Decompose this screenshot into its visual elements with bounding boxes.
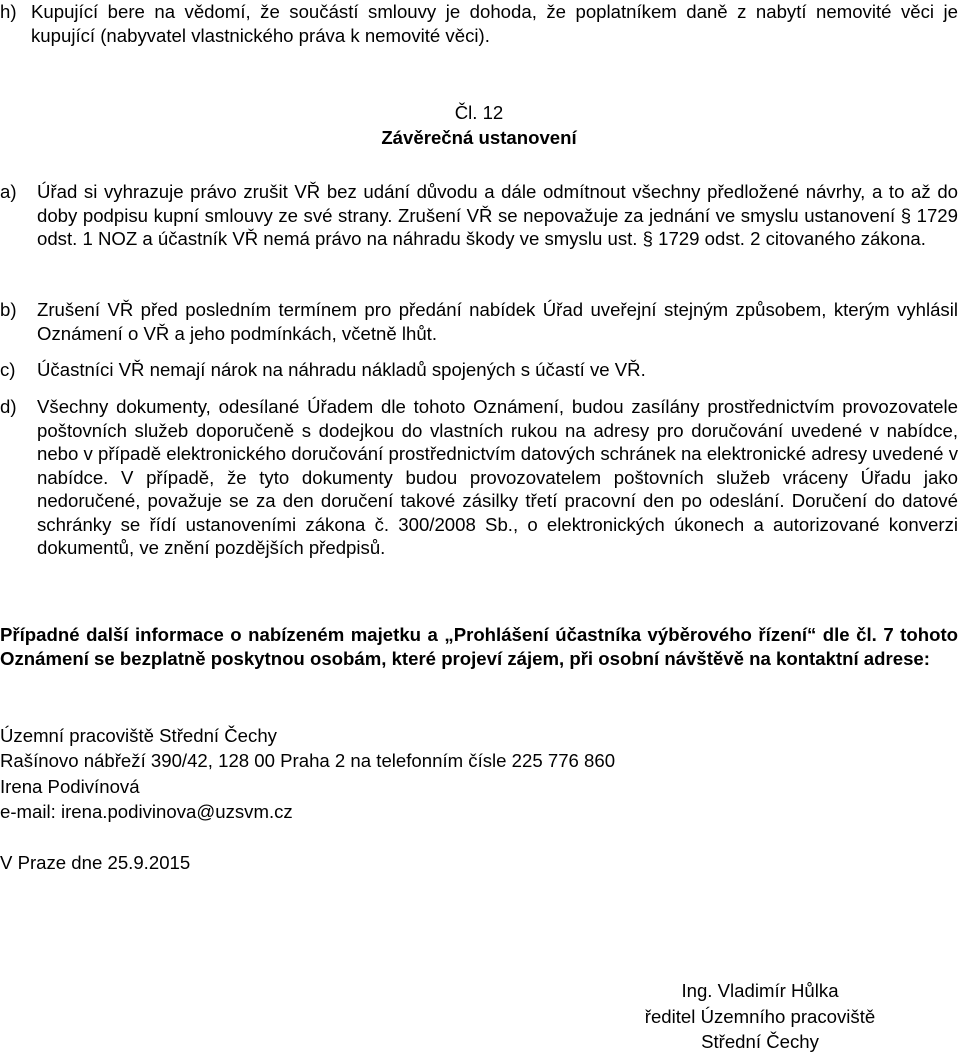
clause-text: Všechny dokumenty, odesílané Úřadem dle tohoto Oznámení, budou zasílány prostřednictvím provozovatele poštovních služeb doporučeně s dodejkou do vlastních rukou na adresy pro doručování uvedené v nabídce, nebo v případě elektronického doručování prostřednictvím datových schránek na elektronické adresy uvedené v nabídce. V případě, že tyto dokumenty budou provozovatelem poštovních služeb vráceny Úřadu jako nedoručené, považuje se za den doručení takové zásilky třetí pracovní den po odeslání. Doručení do datové schránky se řídí ustanoveními zákona č. 300/2008 Sb., o elektronických úkonech a autorizované konverzi dokumentů, ve znění pozdějších předpisů. bbox=[37, 396, 958, 558]
article-title: Závěrečná ustanovení bbox=[381, 127, 577, 148]
clause-text: Účastníci VŘ nemají nárok na náhradu nákladů spojených s účastí ve VŘ. bbox=[37, 359, 646, 380]
signatory-position: ředitel Územního pracoviště bbox=[644, 1005, 876, 1027]
contact-office: Územní pracoviště Střední Čechy bbox=[0, 725, 277, 746]
signatory-unit: Střední Čechy bbox=[701, 1031, 819, 1052]
clause-c bbox=[0, 358, 958, 382]
clause-d bbox=[0, 395, 958, 560]
clause-marker: h) bbox=[0, 1, 17, 22]
signatory-name: Ing. Vladimír Hůlka bbox=[681, 980, 839, 1001]
clause-b bbox=[0, 298, 958, 345]
clause-marker: a) bbox=[0, 181, 17, 202]
clause-text: Kupující bere na vědomí, že součástí smlouvy je dohoda, že poplatníkem daně z nabytí nemovité věci je kupující (nabyvatel vlastnického práva k nemovité věci). bbox=[31, 1, 958, 46]
clause-text: Zrušení VŘ před posledním termínem pro předání nabídek Úřad uveřejní stejným způsobem, kterým vyhlásil Oznámení o VŘ a jeho podmínkách, včetně lhůt. bbox=[37, 299, 958, 344]
contact-address: Rašínovo nábřeží 390/42, 128 00 Praha 2 na telefonním čísle 225 776 860 bbox=[0, 750, 616, 771]
clause-marker: b) bbox=[0, 299, 17, 320]
clause-marker: c) bbox=[0, 359, 16, 380]
signature-block bbox=[620, 978, 900, 1055]
place-and-date: V Praze dne 25.9.2015 bbox=[0, 852, 191, 873]
notice-paragraph: Případné další informace o nabízeném majetku a „Prohlášení účastníka výběrového řízení“ dle čl. 7 tohoto Oznámení se bezplatně poskytnou osobám, které projeví zájem, při osobní návštěvě na kontaktní adrese: bbox=[0, 624, 958, 669]
clause-text: Úřad si vyhrazuje právo zrušit VŘ bez udání důvodu a dále odmítnout všechny předložené návrhy, a to až do doby podpisu kupní smlouvy ze své strany. Zrušení VŘ se nepovažuje za jednání ve smyslu ustanovení § 1729 odst. 1 NOZ a účastník VŘ nemá právo na náhradu škody ve smyslu ust. § 1729 odst. 2 citovaného zákona. bbox=[37, 181, 958, 249]
clause-h bbox=[0, 0, 958, 47]
article-number: Čl. 12 bbox=[454, 102, 504, 123]
clause-a bbox=[0, 180, 958, 251]
clause-marker: d) bbox=[0, 396, 17, 417]
contact-email: e-mail: irena.podivinova@uzsvm.cz bbox=[0, 801, 293, 822]
contact-person: Irena Podivínová bbox=[0, 776, 140, 797]
